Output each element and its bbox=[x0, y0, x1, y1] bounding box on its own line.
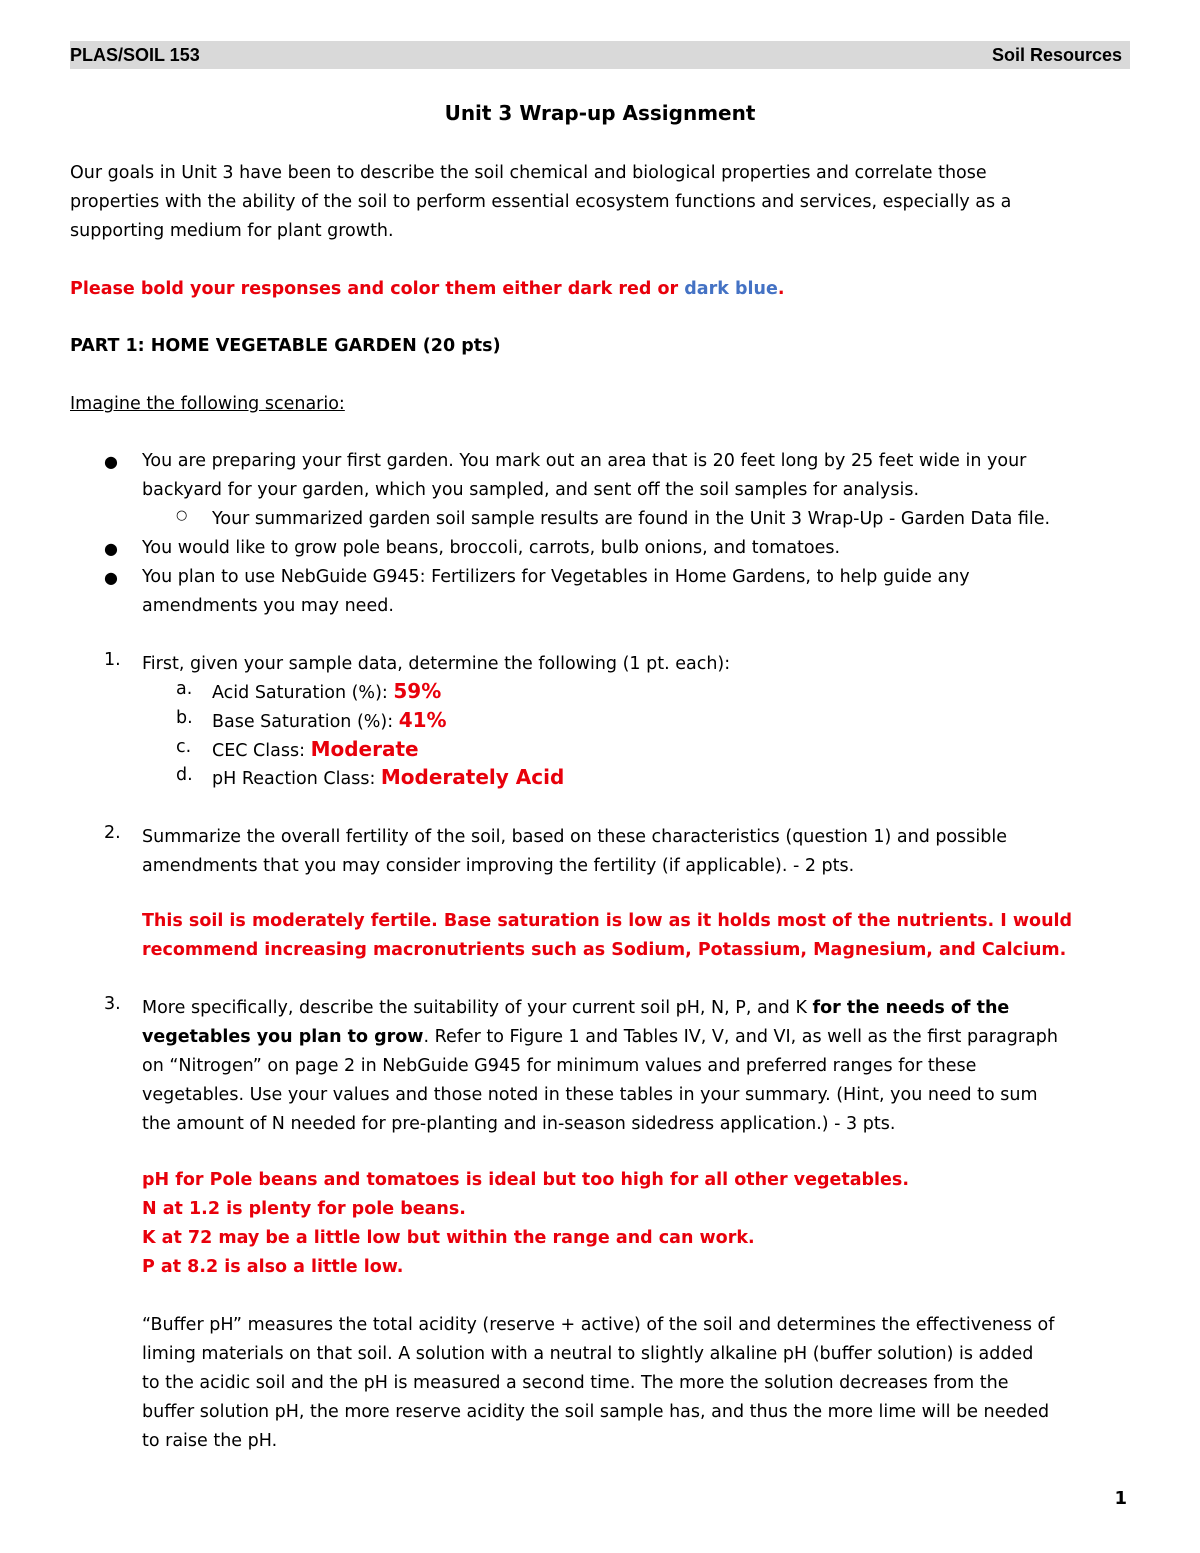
q1-item-label: CEC Class: bbox=[212, 741, 311, 761]
answer-line: K at 72 may be a little low but within the range and can work. bbox=[142, 1228, 755, 1248]
bullet-line: You would like to grow pole beans, broccoli, carrots, bulb onions, and tomatoes. bbox=[142, 538, 841, 558]
page-number: 1 bbox=[1114, 1488, 1127, 1509]
q1-item-answer: 59% bbox=[393, 679, 442, 703]
course-code: PLAS/SOIL 153 bbox=[70, 45, 200, 65]
intro-line: Our goals in Unit 3 have been to describe the soil chemical and biological properties and correlate those bbox=[70, 163, 987, 183]
question-3-text: More specifically, describe the suitability of your current soil pH, N, P, and K bbox=[142, 998, 813, 1018]
q1-item bbox=[212, 706, 447, 737]
q1-item-label: pH Reaction Class: bbox=[212, 769, 381, 789]
instruction bbox=[70, 275, 785, 304]
item-letter: a. bbox=[176, 679, 193, 699]
question-3-line: the amount of N needed for pre-planting and in-season sidedress application.) - 3 pts. bbox=[142, 1114, 896, 1134]
item-letter: c. bbox=[176, 737, 192, 757]
bullet-icon: ● bbox=[104, 452, 118, 471]
buffer-line: to the acidic soil and the pH is measured a second time. The more the solution decreases from the bbox=[142, 1373, 1009, 1393]
question-3-emphasis: for the needs of the bbox=[812, 998, 1010, 1018]
answer-line: P at 8.2 is also a little low. bbox=[142, 1257, 404, 1277]
question-3-text: . Refer to Figure 1 and Tables IV, V, and VI, as well as the first paragraph bbox=[423, 1027, 1058, 1047]
question-1-text: First, given your sample data, determine the following (1 pt. each): bbox=[142, 654, 731, 674]
bullet-line: backyard for your garden, which you sampled, and sent off the soil samples for analysis. bbox=[142, 480, 920, 500]
question-number: 2. bbox=[104, 823, 121, 843]
sub-bullet-line: Your summarized garden soil sample results are found in the Unit 3 Wrap-Up - Garden Data file. bbox=[212, 509, 1051, 529]
answer-line: This soil is moderately fertile. Base saturation is low as it holds most of the nutrients. I would bbox=[142, 911, 1073, 931]
buffer-line: liming materials on that soil. A solution with a neutral to slightly alkaline pH (buffer solution) is added bbox=[142, 1344, 1034, 1364]
header-bar bbox=[70, 41, 1130, 69]
page-title: Unit 3 Wrap-up Assignment bbox=[444, 101, 756, 125]
question-3-line: on “Nitrogen” on page 2 in NebGuide G945 for minimum values and preferred ranges for these bbox=[142, 1056, 977, 1076]
intro-line: properties with the ability of the soil to perform essential ecosystem functions and services, especially as a bbox=[70, 192, 1012, 212]
question-3-emphasis: vegetables you plan to grow bbox=[142, 1027, 424, 1047]
buffer-line: “Buffer pH” measures the total acidity (reserve + active) of the soil and determines the effectiveness of bbox=[142, 1315, 1055, 1335]
question-2-text: amendments that you may consider improving the fertility (if applicable). - 2 pts. bbox=[142, 856, 855, 876]
q1-item bbox=[212, 677, 441, 708]
buffer-line: to raise the pH. bbox=[142, 1431, 278, 1451]
question-3-line bbox=[142, 1023, 1058, 1052]
q1-item-label: Base Saturation (%): bbox=[212, 712, 399, 732]
q1-item-label: Acid Saturation (%): bbox=[212, 683, 394, 703]
q1-item-answer: Moderately Acid bbox=[380, 765, 565, 789]
instruction-text: Please bold your responses and color them either dark red or bbox=[70, 279, 685, 299]
question-3-line: vegetables. Use your values and those noted in these tables in your summary. (Hint, you need to sum bbox=[142, 1085, 1038, 1105]
bullet-icon: ● bbox=[104, 539, 118, 558]
instruction-end: . bbox=[777, 279, 785, 299]
intro-line: supporting medium for plant growth. bbox=[70, 221, 394, 241]
instruction-blue: dark blue bbox=[684, 279, 778, 299]
item-letter: b. bbox=[176, 708, 193, 728]
scenario-label: Imagine the following scenario: bbox=[70, 394, 345, 414]
question-number: 1. bbox=[104, 650, 121, 670]
answer-line: N at 1.2 is plenty for pole beans. bbox=[142, 1199, 466, 1219]
question-3-line bbox=[142, 994, 1009, 1023]
part1-title: PART 1: HOME VEGETABLE GARDEN (20 pts) bbox=[70, 336, 501, 356]
answer-line: pH for Pole beans and tomatoes is ideal but too high for all other vegetables. bbox=[142, 1170, 909, 1190]
bullet-line: amendments you may need. bbox=[142, 596, 394, 616]
item-letter: d. bbox=[176, 765, 193, 785]
sub-bullet-icon: ○ bbox=[176, 508, 188, 523]
q1-item bbox=[212, 735, 419, 766]
bullet-line: You plan to use NebGuide G945: Fertilizers for Vegetables in Home Gardens, to help guide any bbox=[142, 567, 970, 587]
course-title: Soil Resources bbox=[991, 45, 1122, 65]
buffer-line: buffer solution pH, the more reserve acidity the soil sample has, and thus the more lime will be needed bbox=[142, 1402, 1050, 1422]
q1-item-answer: 41% bbox=[398, 708, 447, 732]
bullet-line: You are preparing your first garden. You mark out an area that is 20 feet long by 25 feet wide in your bbox=[142, 451, 1027, 471]
q1-item-answer: Moderate bbox=[310, 737, 419, 761]
question-number: 3. bbox=[104, 994, 121, 1014]
answer-line: recommend increasing macronutrients such as Sodium, Potassium, Magnesium, and Calcium. bbox=[142, 940, 1067, 960]
q1-item bbox=[212, 763, 564, 794]
bullet-icon: ● bbox=[104, 568, 118, 587]
question-2-text: Summarize the overall fertility of the soil, based on these characteristics (question 1) and possible bbox=[142, 827, 1008, 847]
